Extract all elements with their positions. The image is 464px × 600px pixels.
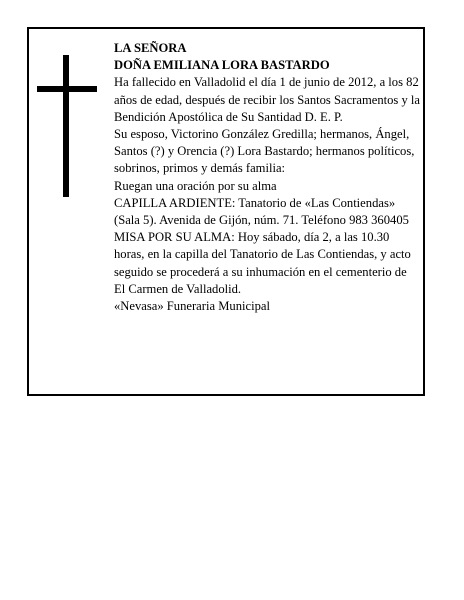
death-info: Ha fallecido en Valladolid el día 1 de junio de 2012, a los 82 años de edad, después de recibir los Santos Sacramentos y la Bendición Apostólica de Su Santidad D. E. P. xyxy=(114,75,421,124)
deceased-name: DOÑA EMILIANA LORA BASTARDO xyxy=(114,58,330,73)
mass-info: MISA POR SU ALMA: Hoy sábado, día 2, a las 10.30 horas, en la capilla del Tanatorio de Las Contiendas, y acto seguido se procederá a su inhumación en el cementerio de El Carmen de Valladolid. xyxy=(114,230,411,296)
notice-heading: LA SEÑORA xyxy=(114,41,187,55)
family-list: Su esposo, Victorino González Gredilla; hermanos, Ángel, Santos (?) y Orencia (?) Lora Bastardo; hermanos políticos, sobrinos, primos y demás familia: xyxy=(114,127,415,176)
chapel-info: CAPILLA ARDIENTE: Tanatorio de «Las Contiendas» (Sala 5). Avenida de Gijón, núm. 71. Teléfono 983 360405 xyxy=(114,195,409,228)
funeral-home: «Nevasa» Funeraria Municipal xyxy=(114,299,270,314)
obituary-text xyxy=(114,40,420,315)
cross-icon xyxy=(37,55,97,197)
cross-vertical-bar xyxy=(63,55,69,197)
prayer-request: Ruegan una oración por su alma xyxy=(114,178,277,193)
cross-horizontal-bar xyxy=(37,86,97,92)
